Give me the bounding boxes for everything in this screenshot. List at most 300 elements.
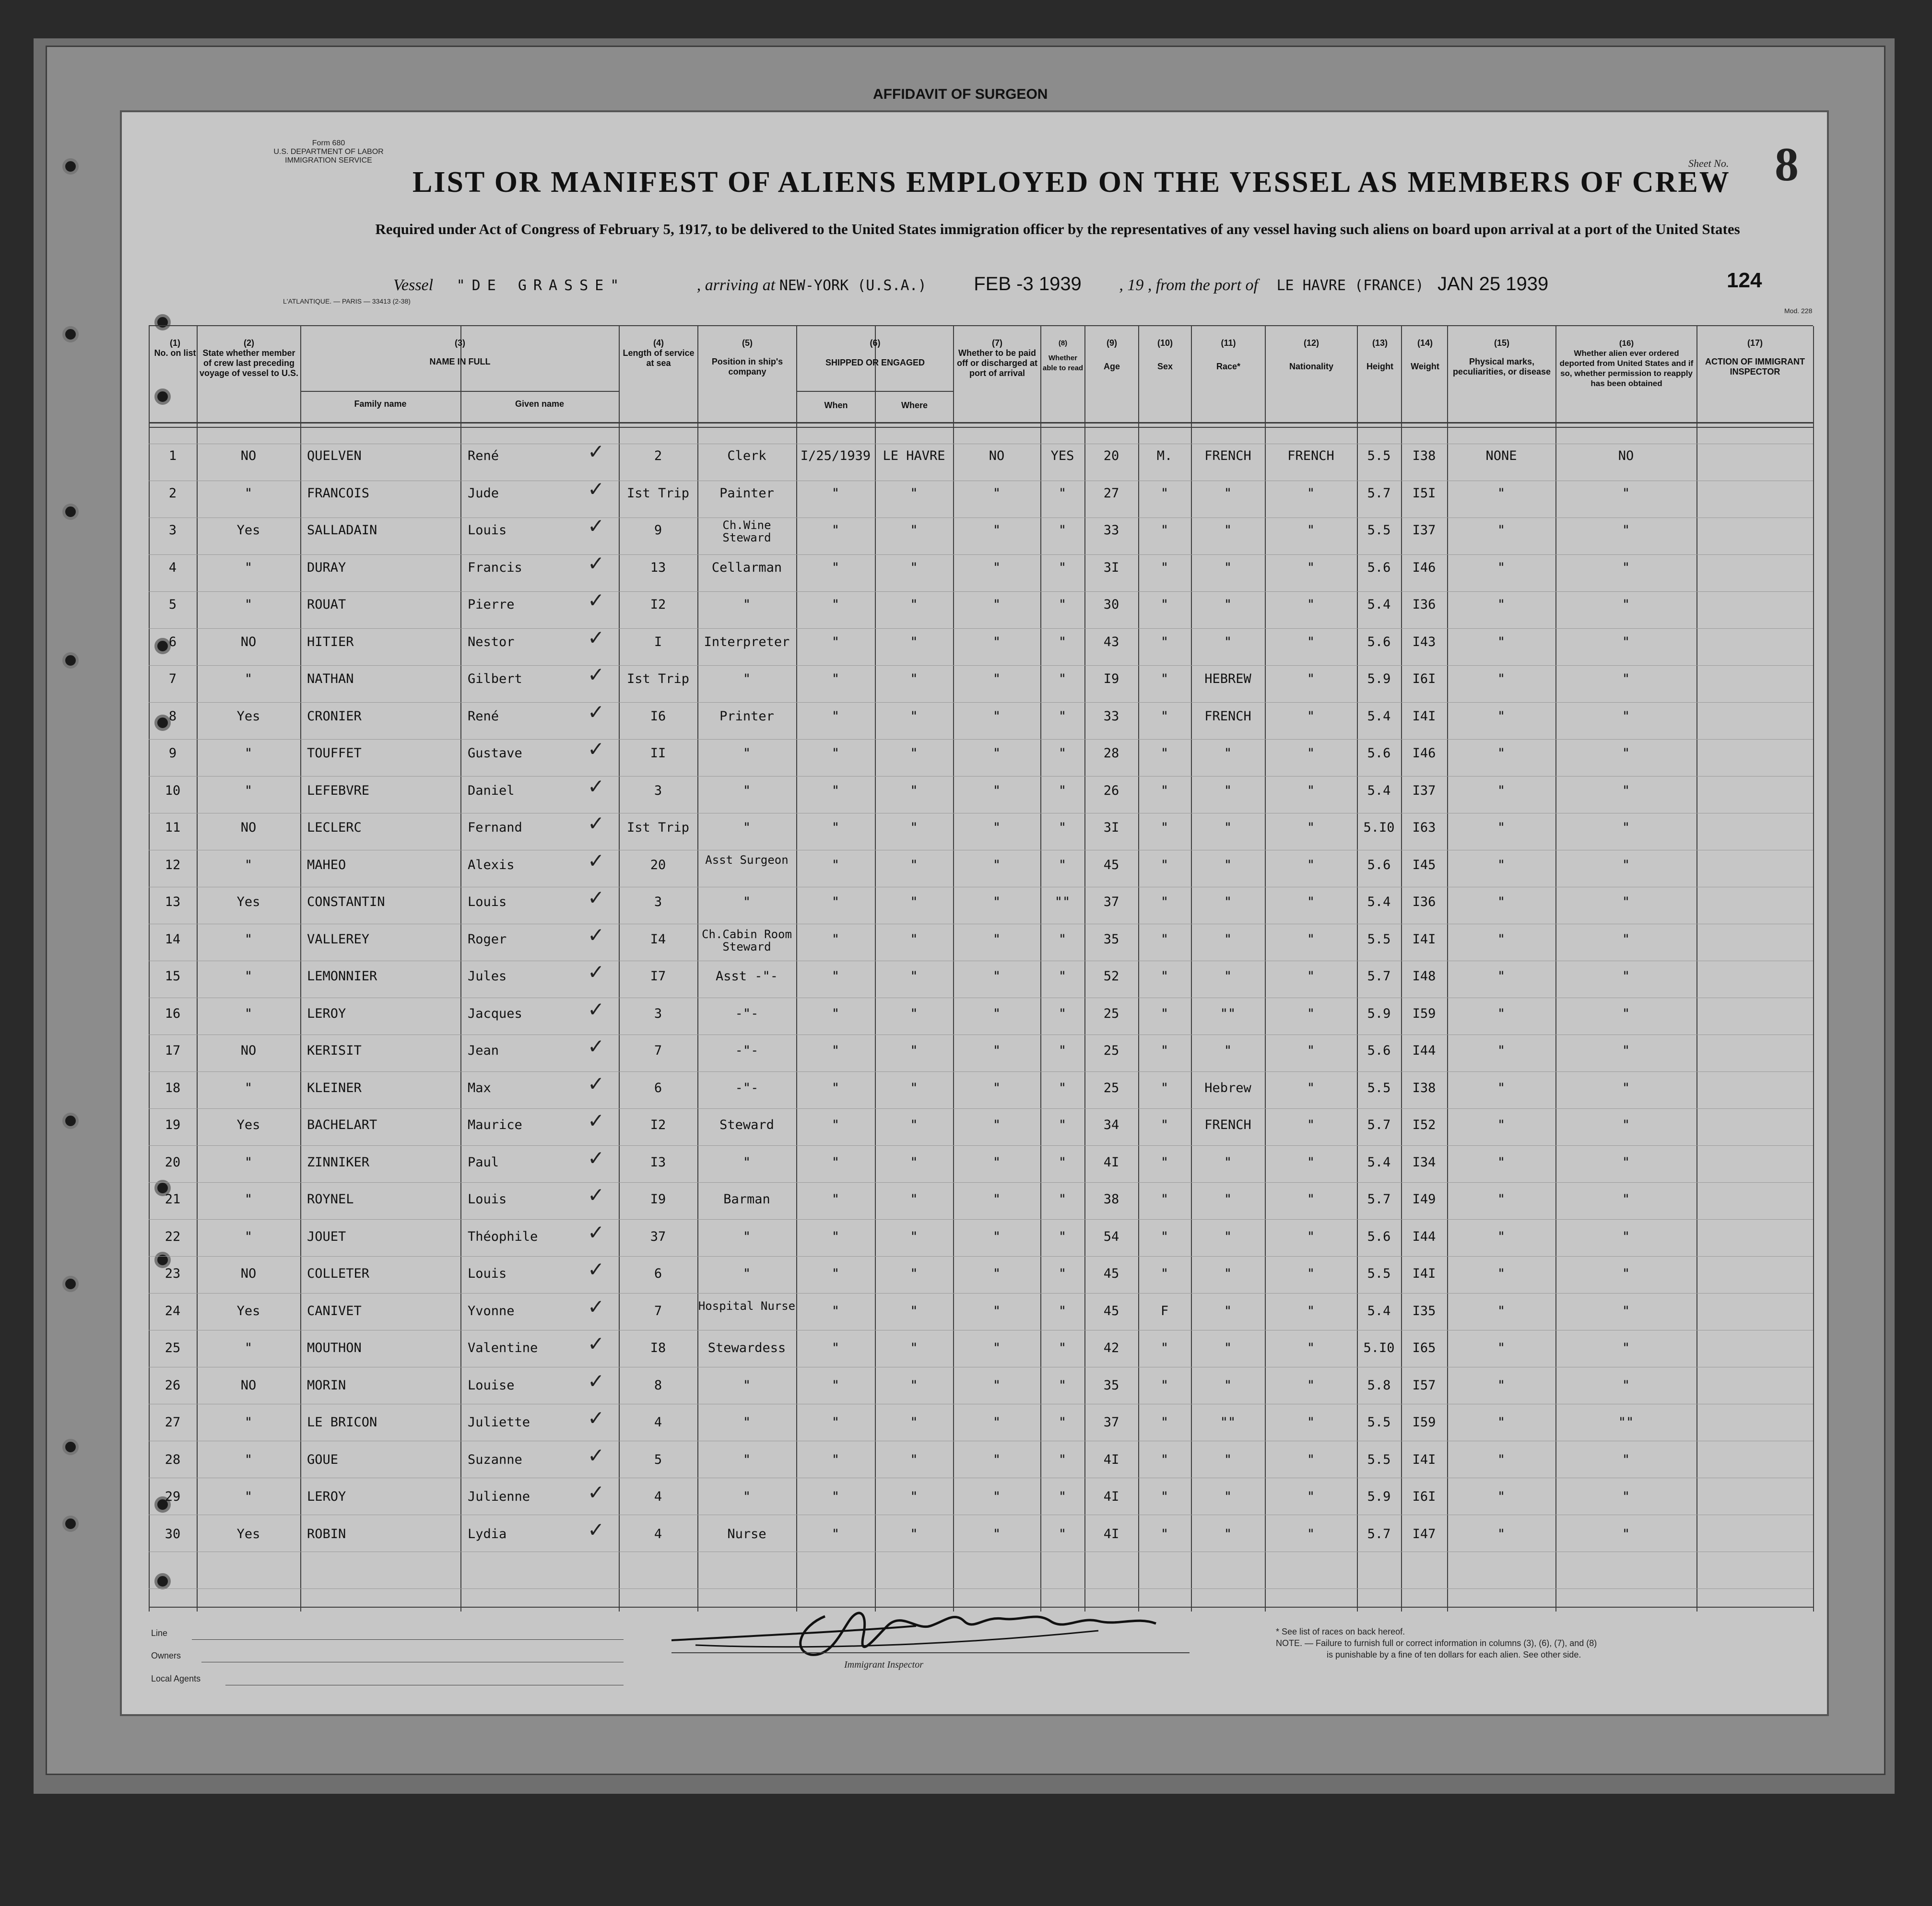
cell-sex: " [1160, 1229, 1169, 1244]
cell-position: -"- [735, 1043, 759, 1058]
cell-sex: " [1160, 1266, 1169, 1281]
cell-position: " [742, 1452, 751, 1467]
cell-paid-off: NO [989, 448, 1005, 463]
cell-given-name: Fernand [468, 820, 522, 835]
cell-deportation-status: " [1622, 1266, 1630, 1281]
cell-nationality: " [1307, 783, 1315, 798]
col-label: ACTION OF IMMIGRANT INSPECTOR [1705, 357, 1805, 376]
cell-shipped-when: " [831, 1341, 840, 1355]
cell-shipped-where: " [910, 1341, 918, 1355]
cell-race: " [1224, 746, 1232, 761]
cell-able-to-read: " [1058, 1154, 1067, 1170]
cell-height: 5.4 [1367, 1154, 1391, 1170]
cell-service-length: I2 [650, 597, 666, 612]
cell-row-number: 1 [168, 448, 177, 463]
col-4-header [620, 338, 697, 368]
cell-last-voyage: NO [240, 1043, 257, 1058]
cell-shipped-when: " [831, 1006, 840, 1021]
cell-physical-marks: " [1497, 1043, 1506, 1058]
cell-height: 5.5 [1367, 1452, 1391, 1467]
cell-family-name: MOUTHON [307, 1341, 362, 1355]
cell-shipped-where: " [910, 1192, 918, 1207]
check-mark-icon: ✓ [588, 440, 605, 463]
manifest-number: 124 [1727, 269, 1762, 292]
cell-family-name: DURAY [307, 560, 346, 575]
cell-sex: " [1160, 857, 1169, 872]
check-mark-icon: ✓ [588, 1220, 605, 1244]
cell-family-name: NATHAN [307, 671, 354, 686]
cell-paid-off: " [992, 1229, 1001, 1244]
cell-family-name: JOUET [307, 1229, 346, 1244]
cell-able-to-read: " [1058, 671, 1067, 686]
cell-family-name: LEFEBVRE [307, 783, 370, 798]
cell-sex: M. [1156, 448, 1173, 463]
cell-deportation-status: " [1622, 857, 1630, 872]
check-mark-icon: ✓ [588, 1443, 605, 1467]
cell-given-name: Suzanne [468, 1452, 522, 1467]
col-13-header [1358, 338, 1402, 372]
cell-position: " [742, 1229, 751, 1244]
cell-row-number: 5 [168, 597, 177, 612]
cell-family-name: MORIN [307, 1377, 346, 1393]
cell-sex: " [1160, 1452, 1169, 1467]
cell-shipped-when: " [831, 1415, 840, 1430]
cell-family-name: HITIER [307, 634, 354, 649]
cell-sex: " [1160, 1377, 1169, 1393]
cell-age: 25 [1103, 1006, 1119, 1021]
cell-deportation-status: " [1622, 746, 1630, 761]
cell-deportation-status: " [1622, 1154, 1630, 1170]
departure-port: LE HAVRE (FRANCE) [1276, 277, 1424, 294]
check-mark-icon: ✓ [588, 551, 605, 575]
cell-position: " [742, 1377, 751, 1393]
cell-height: 5.4 [1367, 894, 1391, 909]
col-10-header [1139, 338, 1191, 372]
cell-race: " [1224, 523, 1232, 538]
footnote [1276, 1626, 1597, 1660]
sheet-label: Sheet No. [1688, 157, 1729, 169]
cell-shipped-where: " [910, 1377, 918, 1393]
col-5-header [698, 338, 796, 377]
cell-family-name: VALLEREY [307, 931, 370, 947]
cell-physical-marks: " [1497, 746, 1506, 761]
cell-family-name: LEROY [307, 1489, 346, 1504]
cell-given-name: Théophile [468, 1229, 538, 1244]
cell-able-to-read: " [1058, 1489, 1067, 1504]
cell-shipped-when: " [831, 1043, 840, 1058]
cell-physical-marks: " [1497, 1266, 1506, 1281]
cell-family-name: CANIVET [307, 1303, 362, 1318]
cell-paid-off: " [992, 783, 1001, 798]
col-label: State whether member of crew last preceding voyage of vessel to U.S. [199, 348, 299, 378]
cell-shipped-where: " [910, 1118, 918, 1132]
column-rule [300, 326, 301, 1612]
cell-nationality: " [1307, 560, 1315, 575]
cell-paid-off: " [992, 969, 1001, 984]
cell-age: 33 [1103, 708, 1119, 724]
cell-last-voyage: NO [240, 820, 257, 835]
cell-position: Nurse [727, 1526, 766, 1541]
cell-paid-off: " [992, 1341, 1001, 1355]
ruled-line [149, 554, 1813, 555]
cell-shipped-when: " [831, 1452, 840, 1467]
cell-position: Steward [719, 1118, 774, 1132]
cell-shipped-when: " [831, 634, 840, 649]
cell-nationality: " [1307, 485, 1315, 501]
when-header: When [824, 400, 848, 410]
cell-able-to-read: " [1058, 1526, 1067, 1541]
cell-paid-off: " [992, 1266, 1001, 1281]
cell-deportation-status: " [1622, 597, 1630, 612]
cell-position: " [742, 1266, 751, 1281]
binder-hole [62, 1439, 79, 1455]
cell-nationality: " [1307, 1192, 1315, 1207]
cell-age: 26 [1103, 783, 1119, 798]
cell-paid-off: " [992, 671, 1001, 686]
cell-deportation-status: " [1622, 931, 1630, 947]
cell-able-to-read: " [1058, 485, 1067, 501]
cell-shipped-where: " [910, 1154, 918, 1170]
cell-given-name: Maurice [468, 1118, 522, 1132]
cell-row-number: 29 [165, 1489, 181, 1504]
cell-height: 5.7 [1367, 1526, 1391, 1541]
cell-paid-off: " [992, 1415, 1001, 1430]
cell-family-name: ROYNEL [307, 1192, 354, 1207]
cell-physical-marks: " [1497, 1118, 1506, 1132]
cell-sex: " [1160, 894, 1169, 909]
cell-family-name: QUELVEN [307, 448, 362, 463]
cell-able-to-read: " [1058, 1229, 1067, 1244]
cell-row-number: 11 [165, 820, 181, 835]
cell-able-to-read: " [1058, 1192, 1067, 1207]
cell-last-voyage: NO [240, 634, 257, 649]
check-mark-icon: ✓ [588, 1332, 605, 1355]
cell-weight: I6I [1412, 671, 1436, 686]
check-mark-icon: ✓ [588, 737, 605, 761]
cell-nationality: " [1307, 1452, 1315, 1467]
cell-shipped-when: " [831, 1118, 840, 1132]
cell-paid-off: " [992, 746, 1001, 761]
cell-position: Asst Surgeon [705, 853, 789, 867]
penalty-note [1276, 1637, 1597, 1649]
check-mark-icon: ✓ [588, 625, 605, 649]
cell-age: 45 [1103, 1266, 1119, 1281]
cell-sex: " [1160, 746, 1169, 761]
cell-shipped-where: " [910, 1303, 918, 1318]
cell-given-name: Louis [468, 1192, 507, 1207]
cell-row-number: 4 [168, 560, 177, 575]
header-bottom-rule-2 [149, 427, 1813, 428]
ruled-line [149, 776, 1813, 777]
cell-row-number: 10 [165, 783, 181, 798]
cell-shipped-where: " [910, 523, 918, 538]
cell-shipped-where: " [910, 1489, 918, 1504]
col-3-header [301, 338, 619, 367]
cell-given-name: Roger [468, 931, 507, 947]
cell-last-voyage: Yes [236, 1118, 260, 1132]
cell-paid-off: " [992, 485, 1001, 501]
col-1-header [153, 338, 197, 358]
col-8-header [1041, 338, 1084, 373]
cell-weight: I45 [1412, 857, 1436, 872]
cell-row-number: 9 [168, 746, 177, 761]
cell-sex: " [1160, 597, 1169, 612]
cell-row-number: 20 [165, 1154, 181, 1170]
cell-able-to-read: " [1058, 820, 1067, 835]
cell-nationality: " [1307, 708, 1315, 724]
cell-shipped-where: " [910, 1043, 918, 1058]
cell-position: Ch.Wine Steward [722, 518, 771, 544]
cell-family-name: ZINNIKER [307, 1154, 370, 1170]
cell-position: Hospital Nurse [698, 1299, 796, 1313]
cell-row-number: 13 [165, 894, 181, 909]
col-16-header [1556, 338, 1696, 388]
col-14-header [1403, 338, 1447, 372]
cell-sex: " [1160, 671, 1169, 686]
cell-age: 45 [1103, 1303, 1119, 1318]
cell-row-number: 6 [168, 634, 177, 649]
cell-last-voyage: " [244, 1006, 253, 1021]
cell-shipped-when: " [831, 1192, 840, 1207]
cell-family-name: SALLADAIN [307, 523, 377, 538]
cell-paid-off: " [992, 1080, 1001, 1095]
cell-service-length: 3 [654, 894, 662, 909]
cell-given-name: Jacques [468, 1006, 522, 1021]
cell-weight: I59 [1412, 1006, 1436, 1021]
cell-deportation-status: " [1622, 1341, 1630, 1355]
cell-position: Ch.Cabin Room Steward [702, 927, 792, 953]
cell-physical-marks: " [1497, 857, 1506, 872]
cell-sex: " [1160, 931, 1169, 947]
model-number: Mod. 228 [1784, 307, 1813, 315]
cell-height: 5.5 [1367, 523, 1391, 538]
cell-family-name: KERISIT [307, 1043, 362, 1058]
cell-weight: I4I [1412, 1266, 1436, 1281]
cell-able-to-read: "" [1054, 894, 1071, 909]
cell-race: HEBREW [1204, 671, 1251, 686]
cell-service-length: I8 [650, 1341, 666, 1355]
binder-hole [154, 314, 171, 330]
cell-race: " [1224, 857, 1232, 872]
cell-shipped-where: " [910, 671, 918, 686]
cell-paid-off: " [992, 1154, 1001, 1170]
col-number: (10) [1157, 338, 1173, 348]
cell-last-voyage: " [244, 1154, 253, 1170]
header-bottom-rule [149, 422, 1813, 424]
check-mark-icon: ✓ [588, 1035, 605, 1058]
cell-paid-off: " [992, 1526, 1001, 1541]
column-rule [1696, 326, 1697, 1612]
vessel-label: Vessel [393, 276, 434, 294]
cell-age: 4I [1103, 1452, 1119, 1467]
cell-height: 5.4 [1367, 1303, 1391, 1318]
col-number: (16) [1619, 339, 1634, 348]
col-17-header [1697, 338, 1813, 377]
cell-row-number: 2 [168, 485, 177, 501]
cell-able-to-read: " [1058, 560, 1067, 575]
col-11-header [1192, 338, 1265, 372]
cell-able-to-read: " [1058, 1415, 1067, 1430]
cell-age: 27 [1103, 485, 1119, 501]
col-label: Physical marks, peculiarities, or disease [1452, 357, 1551, 376]
vessel-line [393, 273, 1548, 295]
legal-requirement-text: Required under Act of Congress of February 5, 1917, to be delivered to the United States immigration officer by the representatives of any vessel having such aliens on board upon arrival at a port of the United States [375, 221, 1740, 237]
cell-service-length: 3 [654, 1006, 662, 1021]
cell-able-to-read: " [1058, 1266, 1067, 1281]
cell-age: 25 [1103, 1043, 1119, 1058]
check-mark-icon: ✓ [588, 848, 605, 872]
cell-physical-marks: " [1497, 597, 1506, 612]
binder-hole [154, 1252, 171, 1268]
cell-shipped-when: " [831, 708, 840, 724]
cell-service-length: 4 [654, 1415, 662, 1430]
cell-last-voyage: " [244, 485, 253, 501]
binder-hole [62, 1113, 79, 1129]
cell-last-voyage: " [244, 671, 253, 686]
arrival-date-stamp: FEB -3 1939 [974, 273, 1082, 294]
cell-shipped-where: " [910, 1006, 918, 1021]
cell-deportation-status: NO [1618, 448, 1634, 463]
cell-able-to-read: " [1058, 1118, 1067, 1132]
cell-given-name: Jules [468, 969, 507, 984]
cell-weight: I59 [1412, 1415, 1436, 1430]
cell-deportation-status: " [1622, 1489, 1630, 1504]
cell-height: 5.I0 [1363, 820, 1395, 835]
cell-service-length: 7 [654, 1303, 662, 1318]
cell-given-name: Max [468, 1080, 491, 1095]
cell-row-number: 7 [168, 671, 177, 686]
cell-service-length: 9 [654, 523, 662, 538]
cell-deportation-status: " [1622, 1303, 1630, 1318]
cell-shipped-where: " [910, 1526, 918, 1541]
cell-family-name: COLLETER [307, 1266, 370, 1281]
cell-physical-marks: " [1497, 1415, 1506, 1430]
cell-age: 4I [1103, 1526, 1119, 1541]
cell-row-number: 24 [165, 1303, 181, 1318]
cell-given-name: Jean [468, 1043, 499, 1058]
cell-deportation-status: " [1622, 671, 1630, 686]
cell-shipped-where: " [910, 931, 918, 947]
page-title: LIST OR MANIFEST OF ALIENS EMPLOYED ON THE VESSEL AS MEMBERS OF CREW [412, 166, 1731, 199]
col-number: (17) [1747, 338, 1763, 348]
cell-nationality: " [1307, 1526, 1315, 1541]
note-label: NOTE. — [1276, 1638, 1314, 1648]
cell-physical-marks: " [1497, 894, 1506, 909]
col-label: Sex [1157, 362, 1173, 371]
cell-shipped-when: " [831, 931, 840, 947]
col-label: Race* [1216, 362, 1241, 371]
cell-able-to-read: " [1058, 857, 1067, 872]
cell-nationality: " [1307, 857, 1315, 872]
cell-deportation-status: " [1622, 1377, 1630, 1393]
cell-position: Printer [719, 708, 774, 724]
cell-given-name: René [468, 708, 499, 724]
binder-hole [62, 1276, 79, 1292]
cell-shipped-where: " [910, 634, 918, 649]
cell-height: 5.5 [1367, 1080, 1391, 1095]
cell-height: 5.4 [1367, 783, 1391, 798]
column-rule [1813, 326, 1814, 1612]
vessel-name: "DE GRASSE" [456, 277, 626, 294]
family-name-header: Family name [354, 399, 407, 409]
cell-nationality: " [1307, 1080, 1315, 1095]
cell-height: 5.5 [1367, 1266, 1391, 1281]
cell-row-number: 28 [165, 1452, 181, 1467]
cell-height: 5.7 [1367, 485, 1391, 501]
ruled-line [149, 739, 1813, 740]
binder-hole [154, 1573, 171, 1589]
col-number: (8) [1058, 339, 1068, 347]
cell-sex: " [1160, 1154, 1169, 1170]
cell-weight: I63 [1412, 820, 1436, 835]
cell-service-length: I6 [650, 708, 666, 724]
cell-sex: " [1160, 1415, 1169, 1430]
cell-paid-off: " [992, 1489, 1001, 1504]
cell-paid-off: " [992, 708, 1001, 724]
cell-weight: I43 [1412, 634, 1436, 649]
cell-deportation-status: " [1622, 1229, 1630, 1244]
cell-race: " [1224, 1303, 1232, 1318]
cell-weight: I37 [1412, 523, 1436, 538]
cell-shipped-when: I/25/1939 [800, 448, 871, 463]
cell-height: 5.5 [1367, 448, 1391, 463]
cell-deportation-status: " [1622, 560, 1630, 575]
cell-physical-marks: " [1497, 671, 1506, 686]
cell-sex: " [1160, 969, 1169, 984]
check-mark-icon: ✓ [588, 1071, 605, 1095]
cell-shipped-when: " [831, 894, 840, 909]
cell-family-name: LE BRICON [307, 1415, 377, 1430]
name-subheader-rule [301, 391, 619, 392]
cell-height: 5.6 [1367, 1043, 1391, 1058]
cell-given-name: Julienne [468, 1489, 530, 1504]
cell-service-length: 6 [654, 1266, 662, 1281]
cell-physical-marks: " [1497, 1341, 1506, 1355]
cell-race: " [1224, 894, 1232, 909]
cell-given-name: René [468, 448, 499, 463]
cell-sex: " [1160, 1192, 1169, 1207]
cell-family-name: CONSTANTIN [307, 894, 385, 909]
check-mark-icon: ✓ [588, 1406, 605, 1430]
cell-position: " [742, 671, 751, 686]
check-mark-icon: ✓ [588, 1369, 605, 1393]
cell-shipped-where: " [910, 560, 918, 575]
cell-paid-off: " [992, 931, 1001, 947]
cell-height: 5.6 [1367, 634, 1391, 649]
cell-position: -"- [735, 1080, 759, 1095]
cell-race: " [1224, 1341, 1232, 1355]
cell-shipped-when: " [831, 1526, 840, 1541]
cell-nationality: " [1307, 1377, 1315, 1393]
cell-deportation-status: " [1622, 1526, 1630, 1541]
cell-last-voyage: " [244, 969, 253, 984]
cell-weight: I5I [1412, 485, 1436, 501]
cell-physical-marks: " [1497, 1229, 1506, 1244]
cell-family-name: TOUFFET [307, 746, 362, 761]
cell-paid-off: " [992, 894, 1001, 909]
cell-nationality: " [1307, 1006, 1315, 1021]
note-text-2: is punishable by a fine of ten dollars for each alien. See other side. [1327, 1650, 1581, 1659]
col-2-header [198, 338, 300, 378]
col-number: (12) [1303, 338, 1319, 348]
cell-able-to-read: " [1058, 523, 1067, 538]
cell-service-length: 8 [654, 1377, 662, 1393]
cell-physical-marks: " [1497, 1489, 1506, 1504]
arriving-label: , arriving at [696, 276, 776, 294]
col-label: NAME IN FULL [429, 357, 491, 366]
cell-sex: " [1160, 560, 1169, 575]
cell-age: 4I [1103, 1154, 1119, 1170]
